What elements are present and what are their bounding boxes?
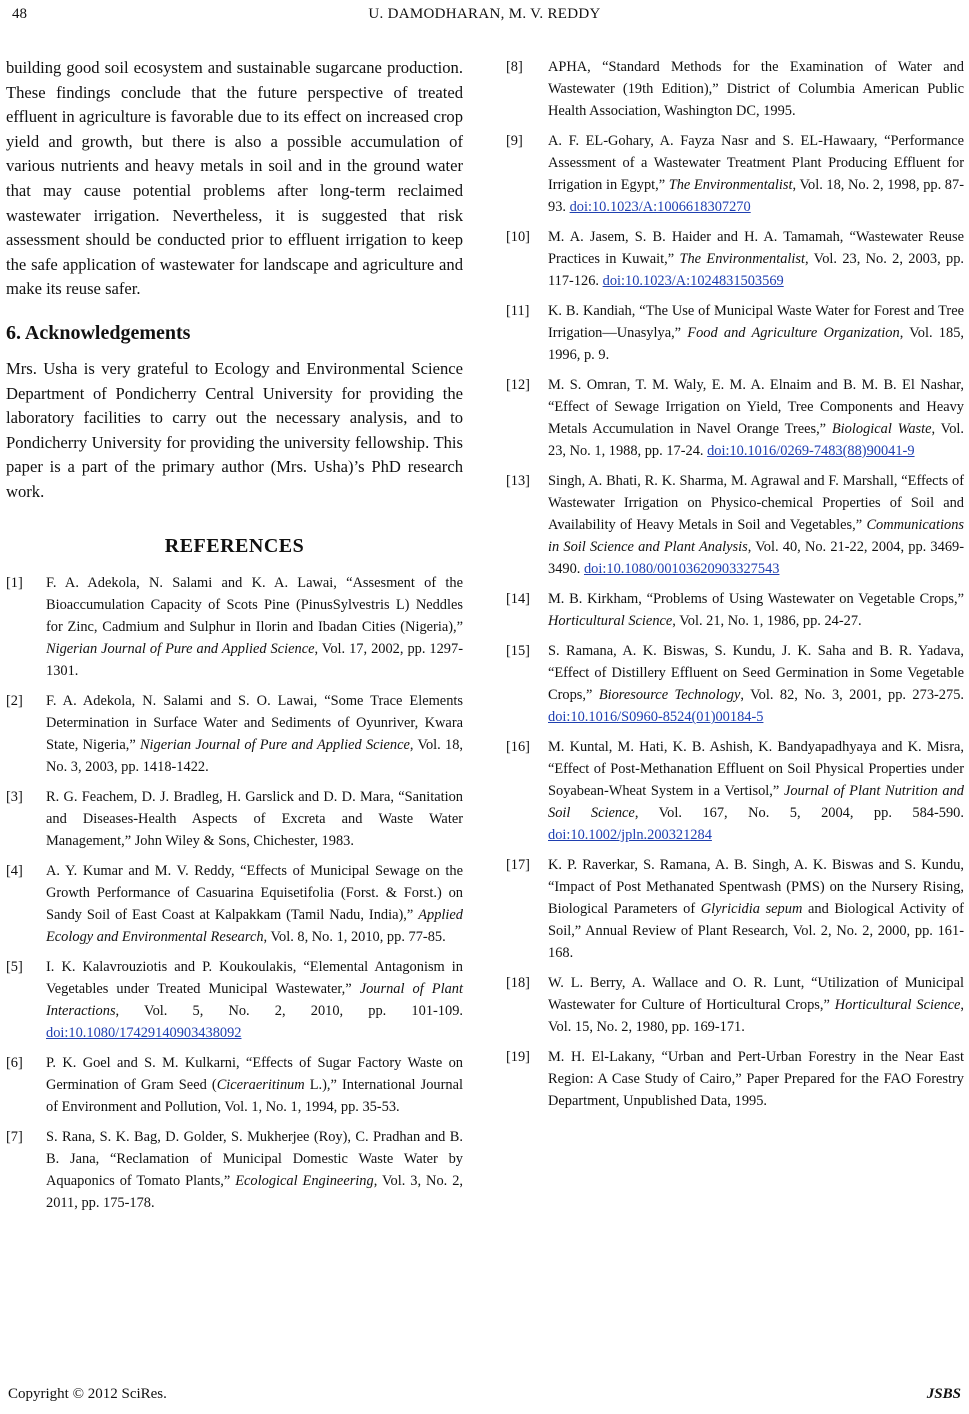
- reference-item: [6, 572, 463, 682]
- reference-authors-title: P. K. Goel and S. M. Kulkarni, “Effects of Sugar Factory Waste on Germination of Gram Seed (: [46, 1054, 463, 1093]
- reference-text: [46, 690, 463, 778]
- reference-text: [548, 374, 964, 462]
- reference-doi-link[interactable]: doi:10.1080/00103620903327543: [583, 561, 780, 577]
- right-column: [506, 56, 964, 1120]
- reference-doi-link[interactable]: doi:10.1016/0269-7483(88)90041-9: [707, 443, 915, 459]
- reference-number: [15]: [506, 643, 530, 659]
- reference-doi-link[interactable]: doi:10.1080/17429140903438092: [46, 1024, 242, 1041]
- reference-authors-title: M. H. El-Lakany, “Urban and Pert-Urban Forestry in the Near East Region: A Case Study of Cairo,” Paper Prepared for the FAO Forestry Department, Unpublished Data, 1995.: [548, 1049, 964, 1109]
- reference-authors-title: M. S. Omran, T. M. Waly, E. M. A. Elnaim and B. M. B. El Nashar, “Effect of Sewage Irrigation on Yield, Tree Components and Heavy Metals Accumulation in Navel Orange Trees,”: [548, 377, 964, 437]
- reference-text: [46, 860, 463, 948]
- reference-number: [16]: [506, 739, 530, 755]
- reference-authors-title: K. P. Raverkar, S. Ramana, A. B. Singh, A. K. Biswas and S. Kundu, “Impact of Post Methanated Spentwash (PMS) on the Nursery Rising, Biological Parameters of: [548, 857, 964, 917]
- reference-authors-title: A. Y. Kumar and M. V. Reddy, “Effects of Municipal Sewage on the Growth Performance of Casuarina Equisetifolia (Forst. & Forst.) on Sandy Soil of East Coast at Kalpakkam (Tamil Nadu, India),”: [46, 862, 463, 923]
- reference-journal: The Environmentalist: [679, 251, 805, 267]
- reference-doi-link[interactable]: doi:10.1002/jpln.200321284: [548, 827, 712, 843]
- reference-details: and Biological Activity of Soil,” Annual Review of Plant Research, Vol. 2, No. 2, 2000, pp. 161-168.: [548, 901, 964, 961]
- reference-authors-title: W. L. Berry, A. Wallace and O. R. Lunt, “Utilization of Municipal Wastewater for Culture of Horticultural Crops,”: [548, 975, 964, 1013]
- running-title: U. DAMODHARAN, M. V. REDDY: [368, 6, 601, 22]
- reference-authors-title: S. Rana, S. K. Bag, D. Golder, S. Mukherjee (Roy), C. Pradhan and B. B. Jana, “Reclamation of Municipal Domestic Waste Water by Aquaponics of Tomato Plants,”: [46, 1128, 463, 1189]
- reference-journal: Journal of Plant Interactions: [46, 980, 463, 1019]
- reference-details: , Vol. 15, No. 2, 1980, pp. 169-171.: [548, 997, 964, 1035]
- reference-details: , Vol. 17, 2002, pp. 1297-1301.: [46, 640, 463, 679]
- reference-details: , Vol. 40, No. 21-22, 2004, pp. 3469-3490.: [548, 539, 964, 577]
- reference-details: , Vol. 82, No. 3, 2001, pp. 273-275.: [740, 687, 964, 703]
- reference-text: [548, 736, 964, 846]
- page-header: [0, 6, 969, 28]
- reference-authors-title: F. A. Adekola, N. Salami and S. O. Lawai, “Some Trace Elements Determination in Surface Water and Sediments of Oyunriver, Kwara State, Nigeria,”: [46, 692, 463, 753]
- reference-authors-title: I. K. Kalavrouziotis and P. Koukoulakis, “Elemental Antagonism in Vegetables under Treated Municipal Wastewater,”: [46, 958, 463, 997]
- reference-details: , Vol. 18, No. 3, 2003, pp. 1418-1422.: [46, 736, 463, 775]
- reference-authors-title: M. A. Jasem, S. B. Haider and H. A. Tamamah, “Wastewater Reuse Practices in Kuwait,”: [548, 229, 964, 267]
- reference-authors-title: K. B. Kandiah, “The Use of Municipal Waste Water for Forest and Tree Irrigation—Unasylya,”: [548, 303, 964, 341]
- reference-item: [506, 736, 964, 846]
- reference-item: [506, 1046, 964, 1112]
- reference-item: [506, 854, 964, 964]
- reference-item: [506, 588, 964, 632]
- reference-text: [46, 1126, 463, 1214]
- reference-text: [46, 956, 463, 1044]
- reference-item: [506, 972, 964, 1038]
- reference-number: [12]: [506, 377, 530, 393]
- reference-journal: Ecological Engineering: [235, 1172, 374, 1189]
- reference-item: [506, 130, 964, 218]
- reference-authors-title: Singh, A. Bhati, R. K. Sharma, M. Agrawal and F. Marshall, “Effects of Wastewater Irrigation on Physico-chemical Properties of Soil and Availability of Heavy Metals in Soil and Vegetables,”: [548, 473, 964, 533]
- reference-details: , Vol. 3, No. 2, 2011, pp. 175-178.: [46, 1172, 463, 1211]
- reference-details: , Vol. 185, 1996, p. 9.: [548, 325, 964, 363]
- reference-item: [506, 300, 964, 366]
- reference-journal: Ciceraeritinum: [216, 1076, 305, 1093]
- reference-number: [5]: [6, 958, 23, 975]
- reference-item: [506, 470, 964, 580]
- reference-journal: Horticultural Science: [834, 997, 961, 1013]
- intro-paragraph: building good soil ecosystem and sustainable sugarcane production. These findings conclude that the future perspective of treated effluent in agriculture is favorable due to its effect on increased crop yield and growth, but there is also a possible accumulation of various nutrients and heavy metals in soil and in the ground water that may cause potential problems after long-term reclaimed wastewater irrigation. Nevertheless, it is suggested that risk assessment should be conducted prior to effluent irrigation to keep the safe application of wastewater for landscape and agriculture and make its reuse safer.: [6, 58, 463, 299]
- acknowledgements-heading: 6. Acknowledgements: [6, 321, 191, 344]
- reference-item: [6, 1126, 463, 1214]
- reference-authors-title: A. F. EL-Gohary, A. Fayza Nasr and S. EL-Hawaary, “Performance Assessment of a Wastewater Treatment Plant Producing Effluent for Irrigation in Egypt,”: [548, 133, 964, 193]
- reference-text: [548, 300, 964, 366]
- left-column: [6, 56, 463, 1222]
- reference-journal: Nigerian Journal of Pure and Applied Science: [139, 736, 410, 753]
- reference-details: , Vol. 21, No. 1, 1986, pp. 24-27.: [672, 613, 862, 629]
- reference-authors-title: F. A. Adekola, N. Salami and K. A. Lawai, “Assesment of the Bioaccumulation Capacity of Scots Pine (PinusSylvestris L) Neddles for Zinc, Cadmium and Sulphur in Ilorin and Ibadan Cities (Nigeria),”: [46, 574, 463, 635]
- reference-text: [548, 854, 964, 964]
- journal-abbreviation: JSBS: [926, 1386, 961, 1402]
- reference-journal: The Environmentalist: [668, 177, 793, 193]
- reference-item: [6, 860, 463, 948]
- reference-journal: Bioresource Technology: [598, 687, 741, 703]
- reference-number: [7]: [6, 1128, 23, 1145]
- reference-item: [6, 956, 463, 1044]
- references-list-left: [6, 572, 463, 1214]
- reference-details: , Vol. 5, No. 2, 2010, pp. 101-109.: [115, 1002, 463, 1019]
- reference-text: [548, 1046, 964, 1112]
- reference-text: [548, 972, 964, 1038]
- reference-text: [548, 588, 964, 632]
- reference-doi-link[interactable]: doi:10.1016/S0960-8524(01)00184-5: [548, 709, 764, 725]
- reference-text: [46, 786, 463, 852]
- reference-journal: Applied Ecology and Environmental Research: [46, 906, 463, 945]
- reference-doi-link[interactable]: doi:10.1023/A:1006618307270: [569, 199, 751, 215]
- reference-item: [506, 374, 964, 462]
- reference-number: [6]: [6, 1054, 23, 1071]
- reference-number: [14]: [506, 591, 530, 607]
- reference-text: [548, 640, 964, 728]
- reference-journal: Glyricidia sepum: [700, 901, 803, 917]
- reference-item: [6, 786, 463, 852]
- reference-number: [2]: [6, 692, 23, 709]
- reference-number: [10]: [506, 229, 530, 245]
- reference-number: [17]: [506, 857, 530, 873]
- reference-authors-title: M. B. Kirkham, “Problems of Using Wastewater on Vegetable Crops,”: [548, 591, 964, 607]
- page-number: 48: [12, 6, 27, 22]
- reference-details: , Vol. 18, No. 2, 1998, pp. 87-93.: [548, 177, 964, 215]
- reference-item: [6, 1052, 463, 1118]
- reference-number: [19]: [506, 1049, 530, 1065]
- reference-item: [6, 690, 463, 778]
- reference-authors-title: S. Ramana, A. K. Biswas, S. Kundu, J. K. Saha and B. R. Yadava, “Effect of Distillery Effluent on Seed Germination in Some Vegetable Crops,”: [548, 643, 964, 703]
- reference-authors-title: R. G. Feachem, D. J. Bradleg, H. Garslick and D. D. Mara, “Sanitation and Diseases-Health Aspects of Excreta and Waste Water Management,” John Wiley & Sons, Chichester, 1983.: [46, 788, 463, 849]
- reference-item: [506, 640, 964, 728]
- reference-number: [18]: [506, 975, 530, 991]
- reference-journal: Communications in Soil Science and Plant Analysis: [548, 517, 964, 555]
- reference-number: [11]: [506, 303, 530, 319]
- reference-journal: Nigerian Journal of Pure and Applied Science: [46, 640, 315, 657]
- reference-number: [3]: [6, 788, 23, 805]
- reference-number: [8]: [506, 59, 523, 75]
- reference-doi-link[interactable]: doi:10.1023/A:1024831503569: [602, 273, 784, 289]
- reference-text: [46, 1052, 463, 1118]
- reference-number: [13]: [506, 473, 530, 489]
- reference-item: [506, 226, 964, 292]
- reference-item: [506, 56, 964, 122]
- reference-text: [548, 226, 964, 292]
- reference-authors-title: M. Kuntal, M. Hati, K. B. Ashish, K. Bandyapadhyaya and K. Misra, “Effect of Post-Methanation Effluent on Soil Physical Properties under Soyabean-Wheat System in a Vertisol,”: [548, 739, 964, 799]
- reference-details: , Vol. 23, No. 2, 2003, pp. 117-126.: [548, 251, 964, 289]
- reference-journal: Biological Waste: [831, 421, 932, 437]
- reference-number: [1]: [6, 574, 23, 591]
- reference-details: , Vol. 23, No. 1, 1988, pp. 17-24.: [548, 421, 964, 459]
- reference-number: [4]: [6, 862, 23, 879]
- reference-text: [548, 130, 964, 218]
- reference-details: , Vol. 8, No. 1, 2010, pp. 77-85.: [263, 928, 446, 945]
- reference-authors-title: APHA, “Standard Methods for the Examination of Water and Wastewater (19th Edition),” District of Columbia American Public Health Association, Washington DC, 1995.: [548, 59, 964, 119]
- reference-text: [548, 470, 964, 580]
- reference-details: L.),” International Journal of Environment and Pollution, Vol. 1, No. 1, 1994, pp. 35-53.: [46, 1076, 463, 1115]
- reference-journal: Horticultural Science: [548, 613, 673, 629]
- reference-journal: Journal of Plant Nutrition and Soil Science: [548, 783, 964, 821]
- reference-details: , Vol. 167, No. 5, 2004, pp. 584-590.: [634, 805, 964, 821]
- acknowledgements-text: Mrs. Usha is very grateful to Ecology and Environmental Science Department of Pondicherry Central University for providing the laboratory facilities to carry out the necessary analysis, and to Pondicherry University for providing the university fellowship. This paper is a part of the primary author (Mrs. Usha)’s PhD research work.: [6, 358, 463, 501]
- copyright-text: Copyright © 2012 SciRes.: [8, 1386, 167, 1402]
- references-list-right: [506, 56, 964, 1112]
- references-heading: REFERENCES: [164, 534, 305, 557]
- reference-text: [46, 572, 463, 682]
- reference-text: [548, 56, 964, 122]
- reference-number: [9]: [506, 133, 523, 149]
- reference-journal: Food and Agriculture Organization: [687, 325, 900, 341]
